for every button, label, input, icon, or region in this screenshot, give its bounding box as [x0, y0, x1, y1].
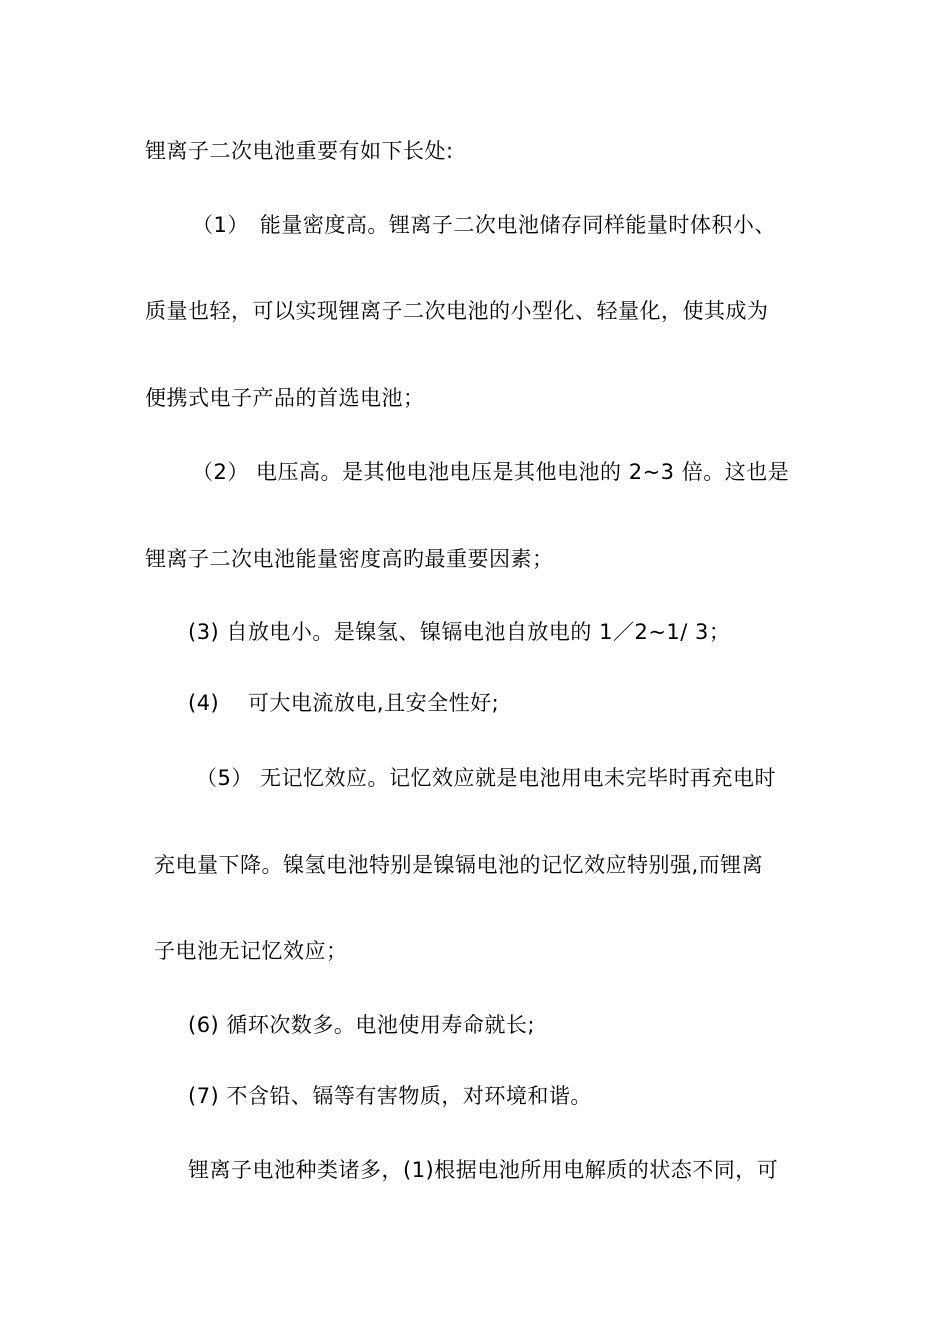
text-line-item1-c: 便携式电子产品的首选电池；	[145, 386, 425, 410]
text-line-item2-b: 锂离子二次电池能量密度高旳最重要因素；	[145, 547, 554, 571]
text-line-item1-a: （1） 能量密度高。锂离子二次电池储存同样能量时体积小、	[192, 213, 776, 237]
text-line-item5-b: 充电量下降。镍氢电池特别是镍镉电池的记忆效应特别强,而锂离	[154, 853, 764, 877]
text-line-item3: (3) 自放电小。是镍氢、镍镉电池自放电的 1／2~1/ 3；	[188, 620, 731, 644]
text-line-item7: (7) 不含铅、镉等有害物质，对环境和谐。	[188, 1084, 592, 1108]
text-line-item2-a: （2） 电压高。是其他电池电压是其他电池的 2~3 倍。这也是	[192, 460, 790, 484]
text-line-item5-a: （5） 无记忆效应。记忆效应就是电池用电未完毕时再充电时	[196, 766, 777, 790]
text-line-item5-c: 子电池无记忆效应；	[154, 939, 348, 963]
text-line-types: 锂离子电池种类诸多，(1)根据电池所用电解质的状态不同，可	[188, 1158, 779, 1182]
text-line-item1-b: 质量也轻，可以实现锂离子二次电池的小型化、轻量化，使其成为	[145, 299, 769, 323]
text-line-intro: 锂离子二次电池重要有如下长处:	[145, 139, 454, 163]
text-line-item4: (4) 可大电流放电,且安全性好;	[188, 691, 500, 715]
text-line-item6: (6) 循环次数多。电池使用寿命就长;	[188, 1013, 535, 1037]
